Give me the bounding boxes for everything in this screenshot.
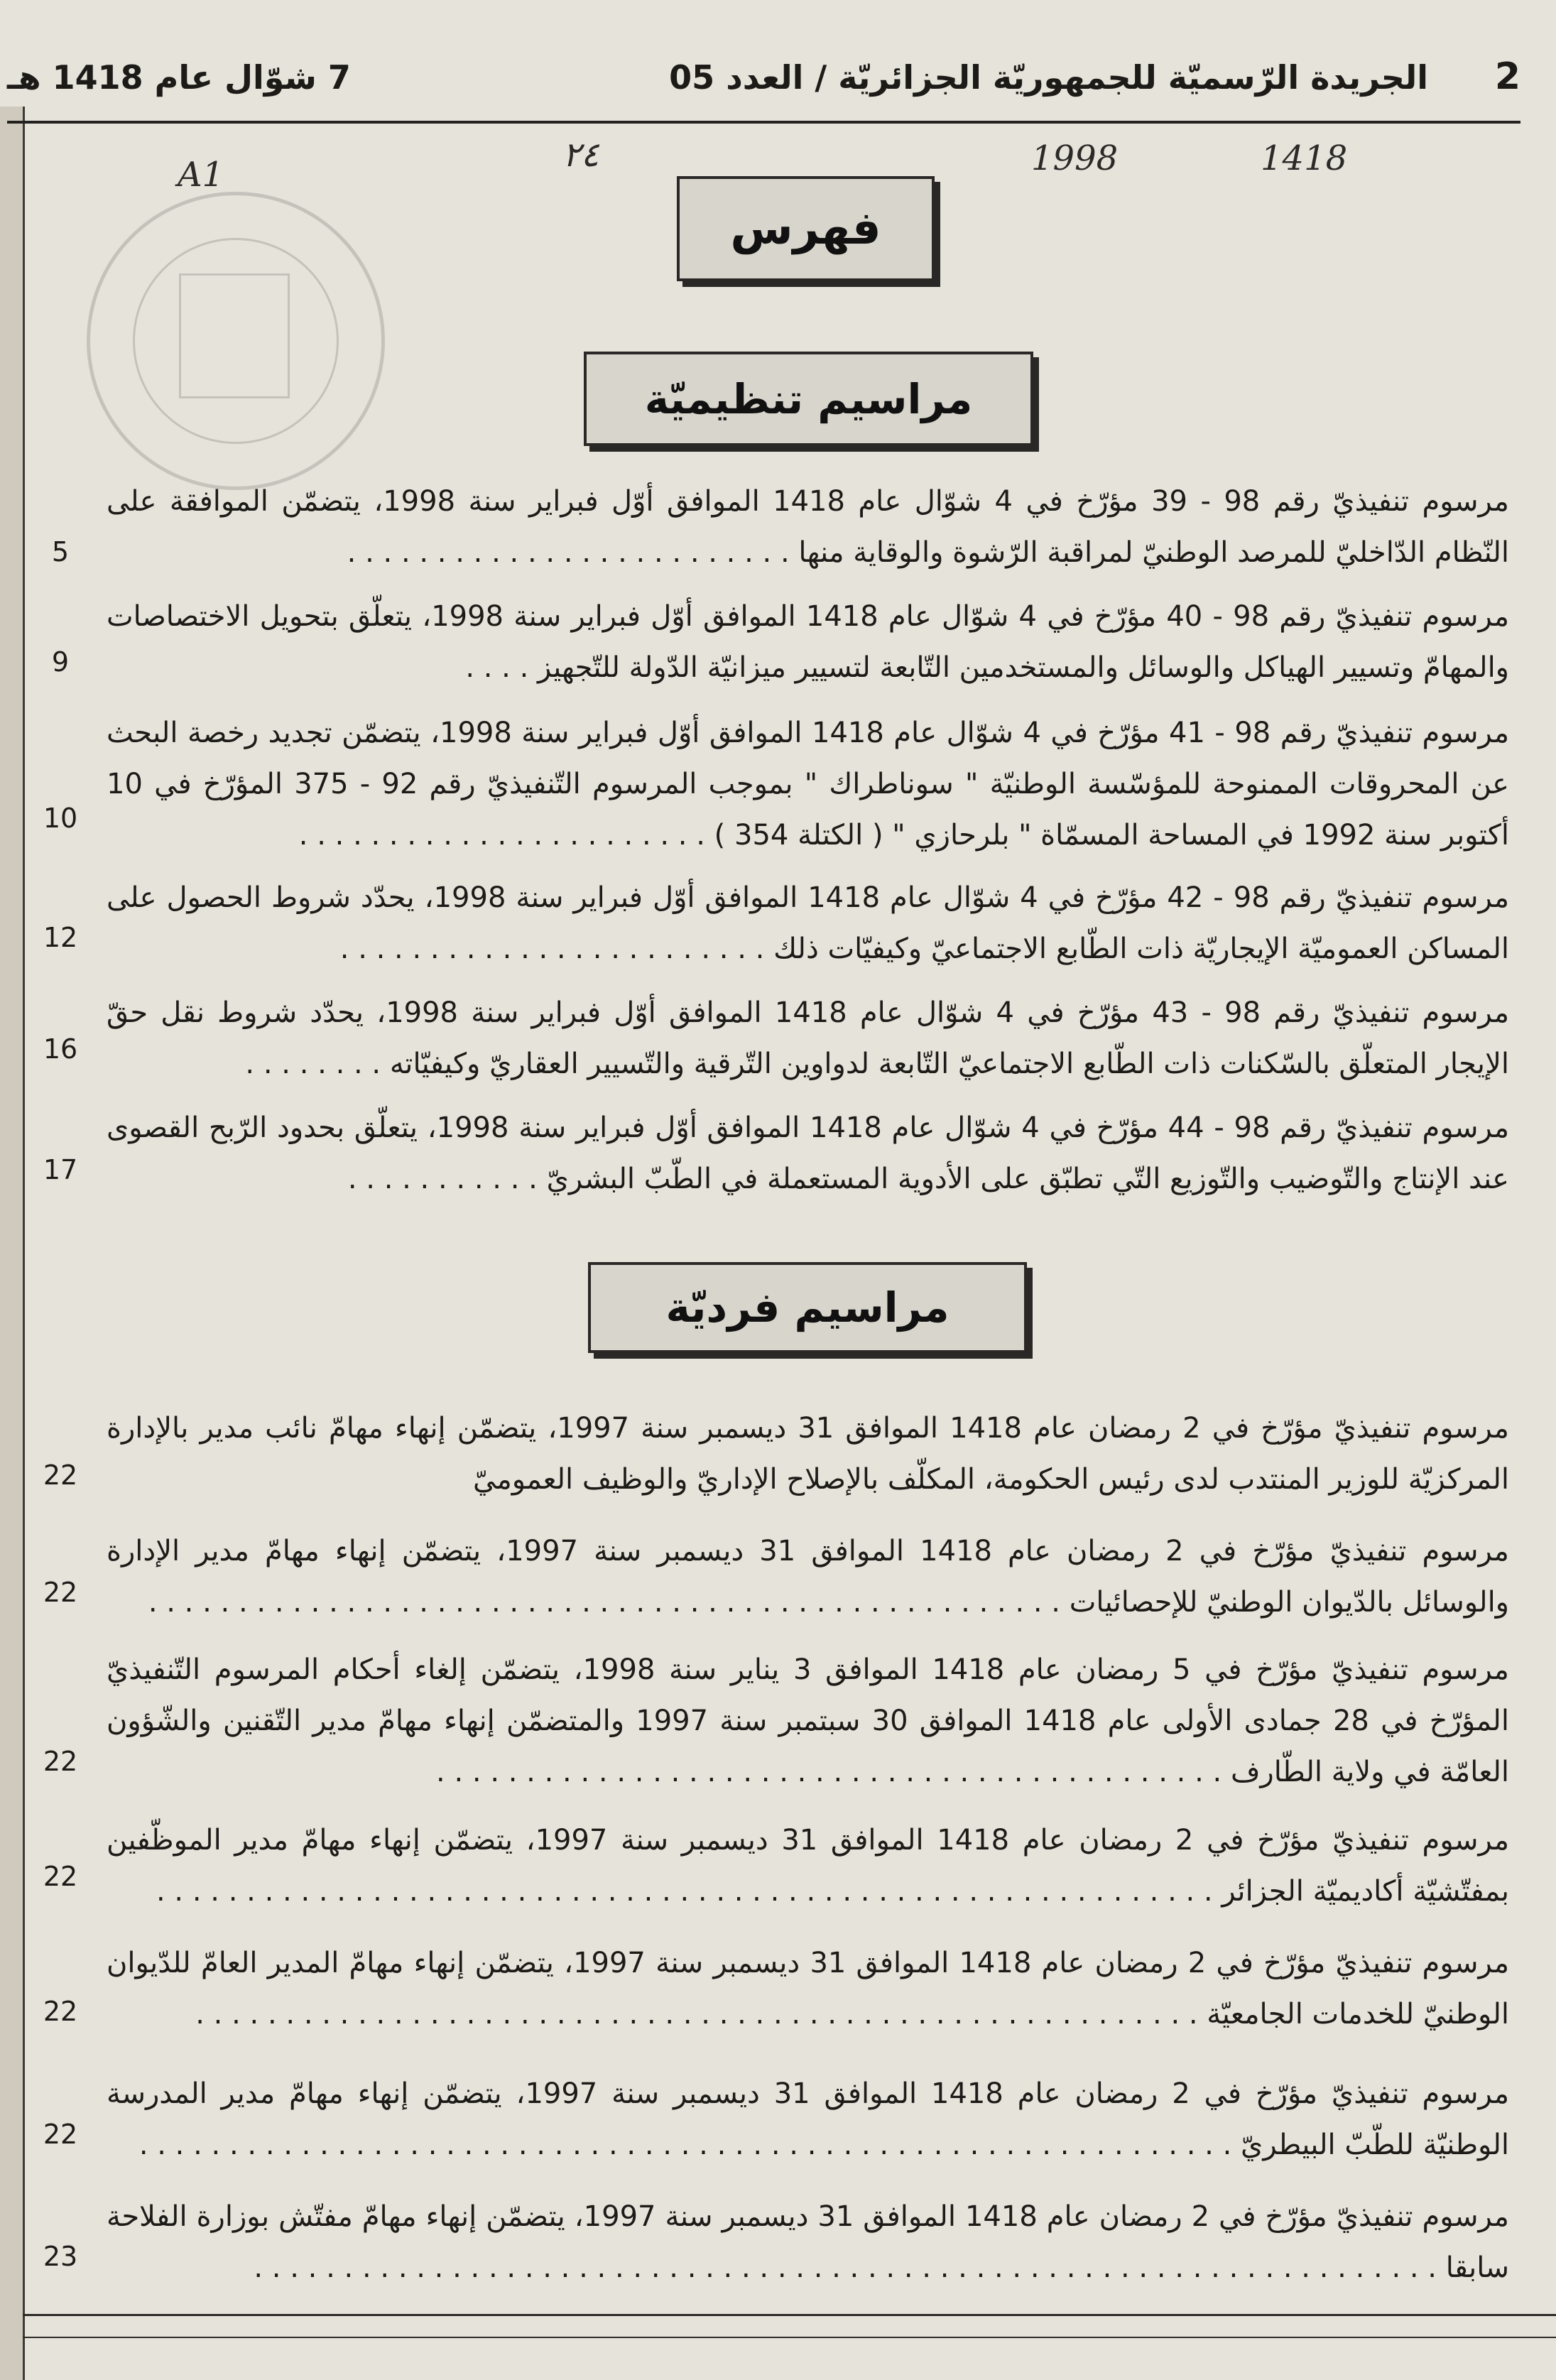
entry-page-number: 22	[43, 1746, 78, 1777]
entry-page-number: 22	[43, 1460, 78, 1491]
library-stamp	[87, 192, 385, 490]
issue-date: 7 شوّال عام 1418 هـ	[7, 58, 351, 97]
entry-page-number: 22	[43, 1577, 78, 1608]
index-entry: مرسوم تنفيذيّ رقم 98 - 42 مؤرّخ في 4 شوّال عام 1418 الموافق أوّل فبراير سنة 1998، يحدّد شروط الحصول على المساكن العموميّة الإيجاريّة ذات الطّابع الاجتماعيّ وكيفيّات ذلك . . . . . . . . . . . . . . . . . . . . . . . .	[107, 881, 1509, 965]
index-entry: مرسوم تنفيذيّ رقم 98 - 39 مؤرّخ في 4 شوّال عام 1418 الموافق أوّل فبراير سنة 1998، يتضمّن الموافقة على النّظام الدّاخليّ للمرصد الوطنيّ لمراقبة الرّشوة والوقاية منها . . . . . . . . . . . . . . . . . . . . . . . . .	[107, 485, 1509, 569]
index-entry: مرسوم تنفيذيّ مؤرّخ في 2 رمضان عام 1418 الموافق 31 ديسمبر سنة 1997، يتضمّن إنهاء مهامّ مفتّش بوزارة الفلاحة سابقا . . . . . . . . . . . . . . . . . . . . . . . . . . . . . . . . . . . . . . . . . . . . . . . . . . . . . . . . . . . . . . . . . .	[107, 2200, 1509, 2284]
entry-page-number: 22	[43, 2119, 78, 2150]
entry-page-number: 9	[51, 646, 70, 678]
section-heading-regulatory: مراسيم تنظيميّة	[584, 352, 1033, 446]
entry-page-number: 12	[43, 922, 78, 953]
entry-page-number: 10	[43, 803, 78, 834]
binding-edge	[0, 107, 25, 2380]
handwritten-year-hijri: 1418	[1261, 138, 1348, 178]
index-entry: مرسوم تنفيذيّ مؤرّخ في 2 رمضان عام 1418 الموافق 31 ديسمبر سنة 1997، يتضمّن إنهاء مهامّ نائب مدير بالإدارة المركزيّة للوزير المنتدب لدى رئيس الحكومة، المكلّف بالإصلاح الإداريّ والوظيف العموميّ	[107, 1412, 1509, 1496]
handwritten-year-gregorian: 1998	[1031, 138, 1119, 178]
handwritten-mark: ٢٤	[562, 135, 599, 175]
section-heading-individual: مراسيم فرديّة	[588, 1262, 1027, 1353]
page-header	[7, 43, 1520, 124]
page-number: 2	[1494, 55, 1520, 98]
handwritten-code: A1	[178, 155, 224, 195]
index-entry: مرسوم تنفيذيّ رقم 98 - 44 مؤرّخ في 4 شوّال عام 1418 الموافق أوّل فبراير سنة 1998، يتعلّق بحدود الرّبح القصوى عند الإنتاج والتّوضيب والتّوزيع التّي تطبّق على الأدوية المستعملة في الطّبّ البشريّ . . . . . . . . . . .	[107, 1112, 1509, 1195]
entry-page-number: 16	[43, 1033, 78, 1065]
index-title: فهرس	[677, 176, 935, 281]
entry-page-number: 17	[43, 1154, 78, 1185]
entry-page-number: 22	[43, 1861, 78, 1892]
gazette-title: الجريدة الرّسميّة للجمهوريّة الجزائريّة / العدد 05	[669, 58, 1428, 97]
footer-rule	[23, 2314, 1556, 2316]
index-entry: مرسوم تنفيذيّ رقم 98 - 43 مؤرّخ في 4 شوّال عام 1418 الموافق أوّل فبراير سنة 1998، يحدّد شروط نقل حقّ الإيجار المتعلّق بالسّكنات ذات الطّابع الاجتماعيّ التّابعة لدواوين التّرقية والتّسيير العقاريّ وكيفيّاته . . . . . . . .	[107, 996, 1510, 1080]
index-entry: مرسوم تنفيذيّ مؤرّخ في 2 رمضان عام 1418 الموافق 31 ديسمبر سنة 1997، يتضمّن إنهاء مهامّ مدير المدرسة الوطنيّة للطّبّ البيطريّ . . . . . . . . . . . . . . . . . . . . . . . . . . . . . . . . . . . . . . . . . . . . . . . . . . . . . . . . . . . . .	[107, 2077, 1509, 2161]
index-entry: مرسوم تنفيذيّ رقم 98 - 41 مؤرّخ في 4 شوّال عام 1418 الموافق أوّل فبراير سنة 1998، يتضمّن تجديد رخصة البحث عن المحروقات الممنوحة للمؤسّسة الوطنيّة " سوناطراك " بموجب المرسوم التّنفيذيّ رقم 92 - 375 المؤرّخ في 10 أكتوبر سنة 1992 في المساحة المسمّاة " بلرحازي " ( الكتلة 354 ) . . . . . . . . . . . . . . . . . . . . . . .	[107, 717, 1510, 852]
footer-rule-secondary	[23, 2337, 1556, 2338]
index-entry: مرسوم تنفيذيّ مؤرّخ في 2 رمضان عام 1418 الموافق 31 ديسمبر سنة 1997، يتضمّن إنهاء مهامّ مدير الموظّفين بمفتّشيّة أكاديميّة الجزائر . . . . . . . . . . . . . . . . . . . . . . . . . . . . . . . . . . . . . . . . . . . . . . . . . . . . . . . . . . .	[107, 1824, 1509, 1908]
index-entry: مرسوم تنفيذيّ مؤرّخ في 2 رمضان عام 1418 الموافق 31 ديسمبر سنة 1997، يتضمّن إنهاء مهامّ مدير الإدارة والوسائل بالدّيوان الوطنيّ للإحصائيات . . . . . . . . . . . . . . . . . . . . . . . . . . . . . . . . . . . . . . . . . . . . . . . . . . .	[107, 1535, 1509, 1619]
index-entry: مرسوم تنفيذيّ مؤرّخ في 5 رمضان عام 1418 الموافق 3 يناير سنة 1998، يتضمّن إلغاء أحكام المرسوم التّنفيذيّ المؤرّخ في 28 جمادى الأولى عام 1418 الموافق 30 سبتمبر سنة 1997 والمتضمّن إنهاء مهامّ مدير التّقنين والشّؤون العامّة في ولاية الطّارف . . . . . . . . . . . . . . . . . . . . . . . . . . . . . . . . . . . . . . . . . . . .	[107, 1653, 1509, 1788]
index-entry: مرسوم تنفيذيّ مؤرّخ في 2 رمضان عام 1418 الموافق 31 ديسمبر سنة 1997، يتضمّن إنهاء مهامّ المدير العامّ للدّيوان الوطنيّ للخدمات الجامعيّة . . . . . . . . . . . . . . . . . . . . . . . . . . . . . . . . . . . . . . . . . . . . . . . . . . . . . . . .	[107, 1947, 1509, 2031]
entry-page-number: 22	[43, 1996, 78, 2027]
entry-page-number: 23	[43, 2241, 78, 2272]
index-entry: مرسوم تنفيذيّ رقم 98 - 40 مؤرّخ في 4 شوّال عام 1418 الموافق أوّل فبراير سنة 1998، يتعلّق بتحويل الاختصاصات والمهامّ وتسيير الهياكل والوسائل والمستخدمين التّابعة لتسيير ميزانيّة الدّولة للتّجهيز . . . .	[107, 600, 1510, 684]
entry-page-number: 5	[51, 536, 70, 567]
